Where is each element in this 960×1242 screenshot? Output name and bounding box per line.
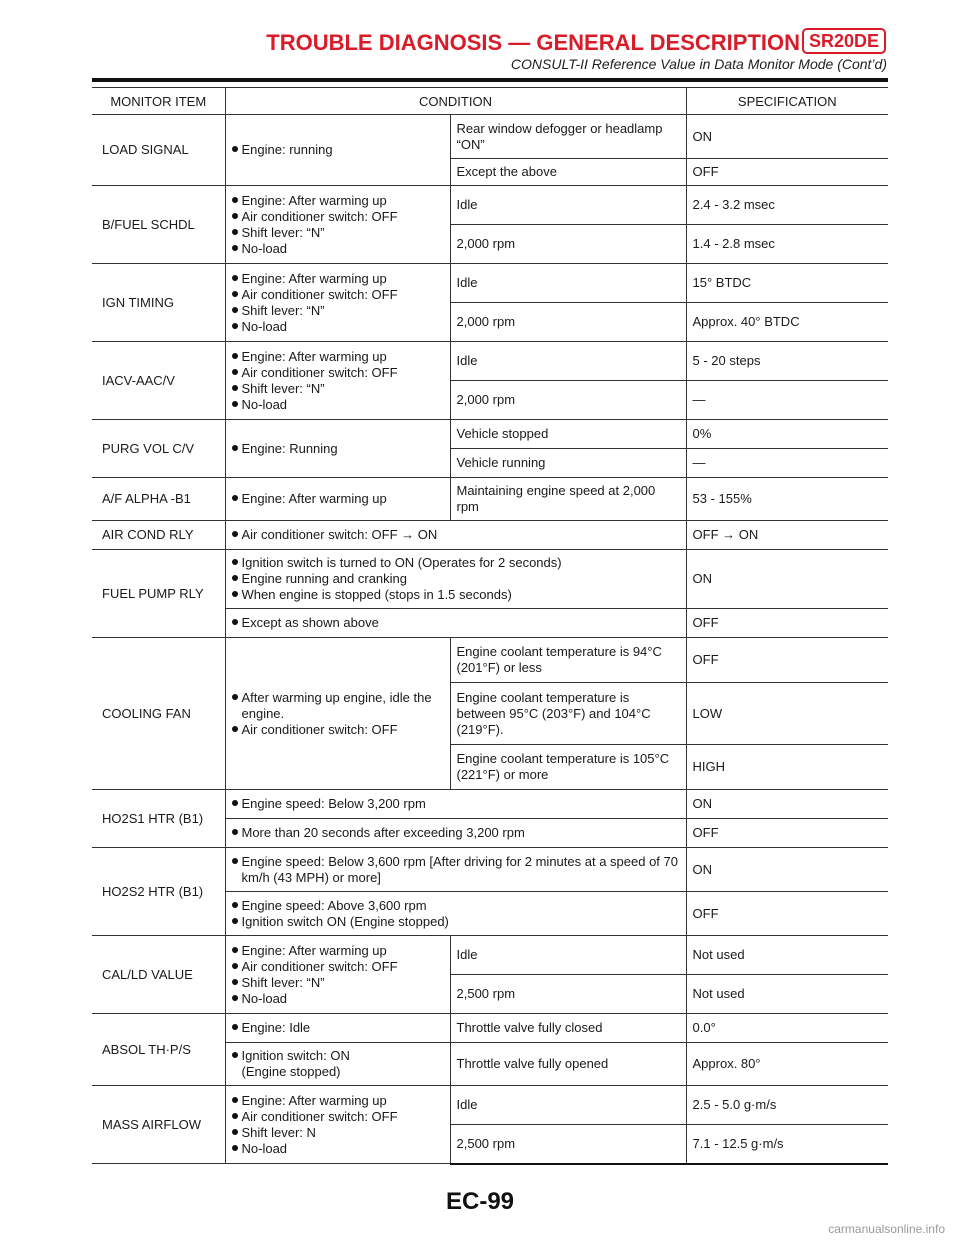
- condition: Engine: Running: [225, 420, 450, 478]
- sub-condition: Rear window defogger or headlamp “ON”: [450, 115, 686, 159]
- sub-condition: Throttle valve fully opened: [450, 1043, 686, 1086]
- condition: Engine: After warming up Air conditioner switch: OFF Shift lever: “N” No-load: [225, 264, 450, 342]
- reference-value-table: [92, 87, 888, 1165]
- monitor-item: HO2S1 HTR (B1): [92, 790, 225, 848]
- specification: 2.5 - 5.0 g·m/s: [686, 1086, 888, 1125]
- monitor-item: FUEL PUMP RLY: [92, 550, 225, 638]
- specification: ON: [686, 790, 888, 819]
- monitor-item: ABSOL TH·P/S: [92, 1014, 225, 1086]
- table-row: [92, 115, 888, 159]
- condition: Engine speed: Below 3,600 rpm [After driving for 2 minutes at a speed of 70 km/h (43 MPH) or more]: [225, 848, 686, 892]
- sub-condition: Maintaining engine speed at 2,000 rpm: [450, 478, 686, 521]
- specification: 7.1 - 12.5 g·m/s: [686, 1125, 888, 1164]
- header-rule: [92, 78, 888, 82]
- specification: 1.4 - 2.8 msec: [686, 225, 888, 264]
- table-row: [92, 264, 888, 303]
- monitor-item: PURG VOL C/V: [92, 420, 225, 478]
- sub-condition: Except the above: [450, 159, 686, 186]
- sub-condition: Vehicle stopped: [450, 420, 686, 449]
- monitor-item: HO2S2 HTR (B1): [92, 848, 225, 936]
- table-row: [92, 1086, 888, 1125]
- specification: Not used: [686, 975, 888, 1014]
- specification: 0%: [686, 420, 888, 449]
- condition: More than 20 seconds after exceeding 3,200 rpm: [225, 819, 686, 848]
- monitor-item: MASS AIRFLOW: [92, 1086, 225, 1164]
- monitor-item: LOAD SIGNAL: [92, 115, 225, 186]
- sub-condition: Idle: [450, 186, 686, 225]
- monitor-item: IGN TIMING: [92, 264, 225, 342]
- specification: 0.0°: [686, 1014, 888, 1043]
- sub-condition: 2,500 rpm: [450, 1125, 686, 1164]
- condition: Ignition switch: ON (Engine stopped): [225, 1043, 450, 1086]
- specification: 5 - 20 steps: [686, 342, 888, 381]
- specification: ON: [686, 115, 888, 159]
- table-row: [92, 342, 888, 381]
- condition: Engine speed: Below 3,200 rpm: [225, 790, 686, 819]
- specification: 53 - 155%: [686, 478, 888, 521]
- specification: ON: [686, 848, 888, 892]
- table-row: [92, 521, 888, 550]
- sub-condition: Engine coolant temperature is 94°C (201°F) or less: [450, 638, 686, 683]
- specification: OFF: [686, 819, 888, 848]
- sub-condition: Idle: [450, 342, 686, 381]
- table-row: [92, 936, 888, 975]
- condition: Engine: After warming up Air conditioner switch: OFF Shift lever: N No-load: [225, 1086, 450, 1164]
- table-row: [92, 550, 888, 609]
- condition: Engine: Idle: [225, 1014, 450, 1043]
- column-header-monitor-item: MONITOR ITEM: [92, 88, 225, 115]
- sub-condition: 2,500 rpm: [450, 975, 686, 1014]
- table-header-row: [92, 88, 888, 115]
- specification: OFF: [686, 638, 888, 683]
- specification: OFF: [686, 609, 888, 638]
- specification: OFF: [686, 159, 888, 186]
- table-row: [92, 790, 888, 819]
- condition: Ignition switch is turned to ON (Operates for 2 seconds) Engine running and cranking When engine is stopped (stops in 1.5 seconds): [225, 550, 686, 609]
- table-row: [92, 1014, 888, 1043]
- condition: Except as shown above: [225, 609, 686, 638]
- specification: —: [686, 449, 888, 478]
- specification: Not used: [686, 936, 888, 975]
- condition: Engine: After warming up Air conditioner switch: OFF Shift lever: “N” No-load: [225, 186, 450, 264]
- monitor-item: A/F ALPHA -B1: [92, 478, 225, 521]
- sub-condition: 2,000 rpm: [450, 303, 686, 342]
- table-row: [92, 638, 888, 683]
- watermark: carmanualsonline.info: [828, 1222, 945, 1236]
- column-header-condition: CONDITION: [225, 88, 686, 115]
- specification: ON: [686, 550, 888, 609]
- sub-condition: Idle: [450, 936, 686, 975]
- specification: OFF: [686, 892, 888, 936]
- sub-condition: 2,000 rpm: [450, 225, 686, 264]
- monitor-item: IACV-AAC/V: [92, 342, 225, 420]
- page-header: [0, 0, 960, 90]
- table-row: [92, 848, 888, 892]
- sub-condition: Vehicle running: [450, 449, 686, 478]
- sub-condition: Engine coolant temperature is 105°C (221°F) or more: [450, 745, 686, 790]
- monitor-item: COOLING FAN: [92, 638, 225, 790]
- specification: Approx. 80°: [686, 1043, 888, 1086]
- sub-condition: Engine coolant temperature is between 95°C (203°F) and 104°C (219°F).: [450, 683, 686, 745]
- page-title: TROUBLE DIAGNOSIS — GENERAL DESCRIPTION: [266, 30, 800, 55]
- specification: —: [686, 381, 888, 420]
- specification: OFF → ON: [686, 521, 888, 550]
- monitor-item: B/FUEL SCHDL: [92, 186, 225, 264]
- specification: 15° BTDC: [686, 264, 888, 303]
- table-row: [92, 186, 888, 225]
- table-row: [92, 420, 888, 449]
- specification: 2.4 - 3.2 msec: [686, 186, 888, 225]
- monitor-item: CAL/LD VALUE: [92, 936, 225, 1014]
- sub-condition: 2,000 rpm: [450, 381, 686, 420]
- specification: Approx. 40° BTDC: [686, 303, 888, 342]
- condition: Engine: After warming up Air conditioner switch: OFF Shift lever: “N” No-load: [225, 342, 450, 420]
- sub-condition: Idle: [450, 1086, 686, 1125]
- sub-condition: Throttle valve fully closed: [450, 1014, 686, 1043]
- column-header-specification: SPECIFICATION: [686, 88, 888, 115]
- condition: Engine: After warming up Air conditioner switch: OFF Shift lever: “N” No-load: [225, 936, 450, 1014]
- specification: LOW: [686, 683, 888, 745]
- specification: HIGH: [686, 745, 888, 790]
- table-row: [92, 478, 888, 521]
- page-number: EC-99: [445, 1188, 515, 1215]
- condition: Engine speed: Above 3,600 rpm Ignition switch ON (Engine stopped): [225, 892, 686, 936]
- condition: After warming up engine, idle the engine. Air conditioner switch: OFF: [225, 638, 450, 790]
- sub-condition: Idle: [450, 264, 686, 303]
- monitor-item: AIR COND RLY: [92, 521, 225, 550]
- engine-badge: SR20DE: [802, 28, 886, 54]
- condition: Engine: After warming up: [225, 478, 450, 521]
- page-subtitle: CONSULT-II Reference Value in Data Monitor Mode (Cont’d): [510, 56, 887, 72]
- condition: Engine: running: [225, 115, 450, 186]
- condition: Air conditioner switch: OFF → ON: [225, 521, 686, 550]
